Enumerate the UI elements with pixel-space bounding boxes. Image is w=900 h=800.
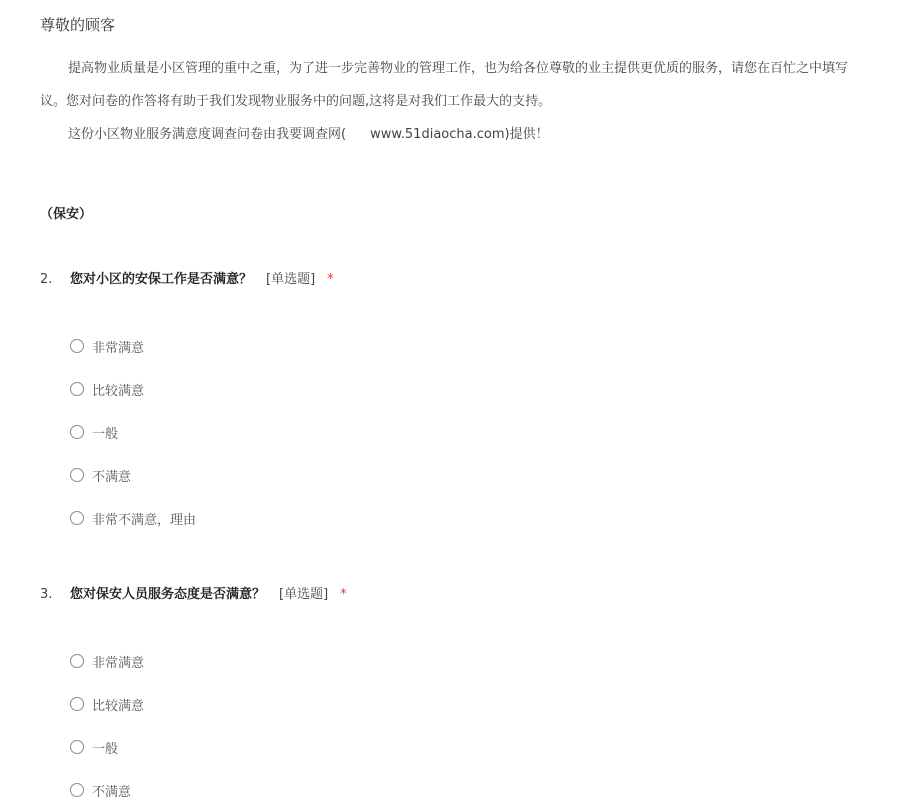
- question-3: [40, 583, 347, 602]
- section-title: （保安）: [40, 207, 93, 222]
- radio-button[interactable]: [70, 339, 84, 353]
- intro-line-1: 提高物业质量是小区管理的重中之重，为了进一步完善物业的管理工作，也为给各位尊敬的业主提供更优质的服务，请您在百忙之中填写: [68, 61, 849, 76]
- question-number: 2.: [40, 272, 53, 287]
- option-label: 不满意: [92, 469, 132, 485]
- intro-line-3: [68, 123, 549, 142]
- intro-line-2: 议。您对问卷的作答将有助于我们发现物业服务中的问题,这将是对我们工作最大的支持。: [40, 94, 552, 109]
- option-q2-5[interactable]: [70, 509, 196, 527]
- option-label: 非常满意: [92, 655, 145, 671]
- question-number: 3.: [40, 587, 53, 602]
- option-label: 一般: [92, 741, 119, 757]
- intro-line-3-prefix: 这份小区物业服务满意度调查问卷由我要调查网(: [68, 127, 347, 142]
- radio-button[interactable]: [70, 468, 84, 482]
- option-q2-2[interactable]: [70, 380, 144, 398]
- intro-line-3-suffix: )提供！: [504, 127, 549, 142]
- option-q2-4[interactable]: [70, 466, 131, 484]
- question-2: [40, 268, 334, 287]
- question-text: 您对保安人员服务态度是否满意？: [70, 587, 266, 602]
- option-q3-3[interactable]: [70, 738, 118, 756]
- radio-button[interactable]: [70, 654, 84, 668]
- option-q3-2[interactable]: [70, 695, 144, 713]
- option-label: 一般: [92, 426, 119, 442]
- option-label: 非常不满意，理由: [92, 512, 197, 528]
- option-q3-1[interactable]: [70, 652, 144, 670]
- option-label: 比较满意: [92, 698, 145, 714]
- option-label: 非常满意: [92, 340, 145, 356]
- radio-button[interactable]: [70, 511, 84, 525]
- option-q2-1[interactable]: [70, 337, 144, 355]
- radio-button[interactable]: [70, 697, 84, 711]
- required-marker: *: [327, 272, 334, 287]
- survey-site-url: www.51diaocha.com: [370, 127, 505, 142]
- radio-button[interactable]: [70, 425, 84, 439]
- option-q3-4[interactable]: [70, 781, 131, 799]
- option-label: 比较满意: [92, 383, 145, 399]
- question-type: [单选题]: [279, 587, 329, 602]
- radio-button[interactable]: [70, 740, 84, 754]
- option-label: 不满意: [92, 784, 132, 800]
- option-q2-3[interactable]: [70, 423, 118, 441]
- radio-button[interactable]: [70, 783, 84, 797]
- required-marker: *: [340, 587, 347, 602]
- radio-button[interactable]: [70, 382, 84, 396]
- question-text: 您对小区的安保工作是否满意？: [70, 272, 253, 287]
- question-type: [单选题]: [266, 272, 316, 287]
- page-title: 尊敬的顾客: [40, 16, 116, 34]
